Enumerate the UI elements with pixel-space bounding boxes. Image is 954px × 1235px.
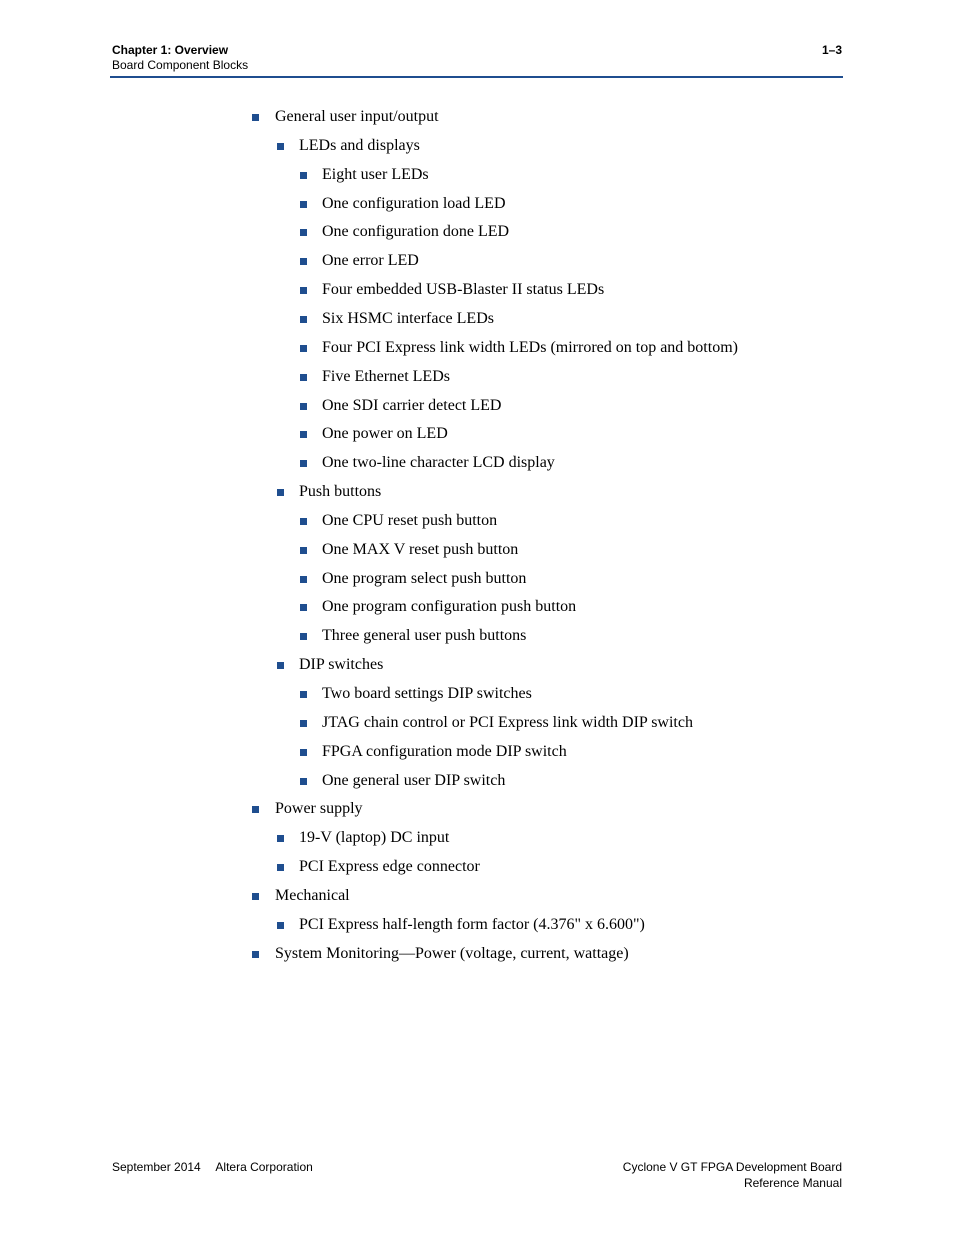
bullet-icon xyxy=(277,489,284,496)
bullet-icon xyxy=(300,604,307,611)
page-number: 1–3 xyxy=(821,43,842,57)
list-item-level-3: One configuration load LED xyxy=(322,194,506,212)
list-item-level-2: DIP switches xyxy=(299,656,384,674)
header-rule xyxy=(110,76,843,78)
bullet-icon xyxy=(300,258,307,265)
bullet-icon xyxy=(300,518,307,525)
list-item-level-3: One CPU reset push button xyxy=(322,511,498,529)
list-item-level-3: Eight user LEDs xyxy=(322,165,429,183)
bullet-icon xyxy=(252,893,259,900)
list-item-level-3: Five Ethernet LEDs xyxy=(322,367,450,385)
bullet-icon xyxy=(277,835,284,842)
bullet-icon xyxy=(300,374,307,381)
list-item-level-3: Two board settings DIP switches xyxy=(322,685,532,702)
bullet-icon xyxy=(300,576,307,583)
list-item-level-2: 19-V (laptop) DC input xyxy=(299,829,450,847)
bullet-icon xyxy=(300,720,307,727)
bullet-icon xyxy=(277,864,284,871)
list-item-level-2: Push buttons xyxy=(299,483,382,501)
list-item-level-3: One program configuration push button xyxy=(322,598,577,616)
list-item-level-3: Six HSMC interface LEDs xyxy=(322,309,494,327)
bullet-icon xyxy=(277,922,284,929)
section-title: Board Component Blocks xyxy=(112,58,249,72)
list-item-level-2: PCI Express edge connector xyxy=(299,858,480,876)
list-item-level-2: LEDs and displays xyxy=(299,136,420,154)
bullet-icon xyxy=(300,287,307,294)
bullet-icon xyxy=(300,201,307,208)
footer-company: Altera Corporation xyxy=(215,1160,313,1174)
bullet-icon xyxy=(300,431,307,438)
bullet-icon xyxy=(300,778,307,785)
list-item-level-3: One configuration done LED xyxy=(322,223,510,241)
list-item-level-3: One MAX V reset push button xyxy=(322,540,519,558)
footer-right xyxy=(623,1159,842,1191)
footer-doc-title: Cyclone V GT FPGA Development Board xyxy=(622,1160,842,1174)
list-item-level-3: One general user DIP switch xyxy=(322,771,506,789)
list-item-level-1: Power supply xyxy=(275,800,363,818)
bullet-icon xyxy=(277,662,284,669)
bullet-icon xyxy=(300,460,307,467)
footer-doc-subtitle: Reference Manual xyxy=(743,1176,842,1190)
bullet-icon xyxy=(300,172,307,179)
list-item-level-3: Four embedded USB-Blaster II status LEDs xyxy=(322,281,605,299)
bullet-icon xyxy=(300,403,307,410)
bullet-icon xyxy=(300,691,307,698)
bullet-icon xyxy=(300,749,307,756)
bullet-icon xyxy=(277,143,284,150)
bullet-icon xyxy=(300,633,307,640)
list-item-level-3: FPGA configuration mode DIP switch xyxy=(322,742,567,760)
list-item-level-3: JTAG chain control or PCI Express link width DIP switch xyxy=(322,713,693,731)
bullet-icon xyxy=(252,951,259,958)
bullet-icon xyxy=(300,316,307,323)
list-item-level-1: System Monitoring—Power (voltage, current, wattage) xyxy=(275,944,629,962)
list-item-level-3: One error LED xyxy=(322,252,419,270)
list-item-level-3: One SDI carrier detect LED xyxy=(322,396,502,414)
footer-date: September 2014 xyxy=(112,1160,201,1174)
list-item-level-3: One two-line character LCD display xyxy=(322,454,555,472)
list-item-level-3: Three general user push buttons xyxy=(322,627,527,645)
chapter-title: Chapter 1: Overview xyxy=(112,43,229,57)
bullet-icon xyxy=(300,547,307,554)
bullet-icon xyxy=(252,806,259,813)
list-item-level-3: Four PCI Express link width LEDs (mirrored on top and bottom) xyxy=(322,338,738,356)
list-item-level-3: One power on LED xyxy=(322,425,448,443)
bullet-icon xyxy=(252,114,259,121)
footer-left xyxy=(112,1159,325,1175)
list-item-level-2: PCI Express half-length form factor (4.376" x 6.600") xyxy=(299,915,645,933)
bullet-icon xyxy=(300,229,307,236)
list-item-level-1: General user input/output xyxy=(275,108,439,125)
list-item-level-3: One program select push button xyxy=(322,569,527,587)
list-item-level-1: Mechanical xyxy=(275,886,350,904)
bullet-icon xyxy=(300,345,307,352)
